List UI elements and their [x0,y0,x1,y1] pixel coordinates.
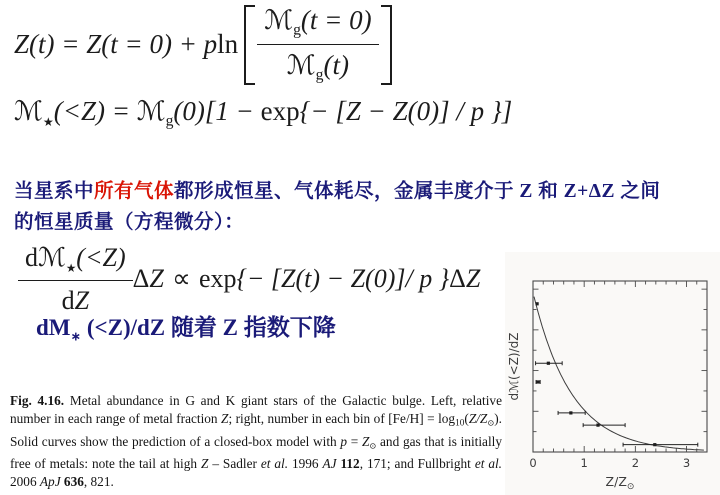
proportional-to-symbol: ∝ [163,264,199,295]
caption-run: ). Solid curves show the prediction of a closed-box model with [10,411,502,450]
subscript-star: ★ [65,260,77,275]
eq1-numerator-args: (t = 0) [300,5,372,35]
eq1-numerator [257,5,378,45]
annotation-part1: 当星系中 [14,181,95,202]
script-M-glyph: ℳ [136,96,166,127]
annotation-part3: 的恒星质量（方程微分）： [14,212,245,233]
x-tick-label: 3 [682,456,691,470]
subscript-g: g [293,21,301,39]
figure-caption [10,392,502,492]
conclusion-statement [36,309,336,344]
eq3-d-operator: d [25,243,38,272]
caption-run: 1996 [288,456,323,471]
eq3-z2: Z [465,264,481,294]
eq1-ln-operator: ln [217,29,239,60]
subscript-star: ★ [42,115,54,130]
eq2-part1: (<Z) = [53,96,137,126]
eq3-den-Z: Z [74,285,90,315]
caption-run: ApJ [39,474,64,490]
x-tick-label: 1 [580,456,588,470]
script-M-glyph: ℳ [264,5,294,36]
caption-run: 636 [63,474,84,490]
caption-run: et al. [260,456,289,471]
caption-run: and gas that is initially free of metals: note the tail at high [10,434,503,471]
x-axis-label: $Z/Z_⊙$ [605,474,635,492]
caption-run: = [347,434,362,450]
caption-run: – Sadler [208,456,261,471]
caption-run: 2006 [10,474,40,490]
equation-stellar-mass-below-Z [14,96,512,130]
subscript-star: ∗ [70,328,82,344]
statement-rest: (<Z)/dZ 随着 Z 指数下降 [81,315,336,340]
chinese-annotation [14,176,714,238]
data-point [653,443,656,446]
caption-run: Z [201,456,209,471]
caption-run: Z [362,434,370,450]
eq1-fraction [257,5,378,85]
data-point [537,380,540,383]
data-point [596,424,599,427]
annotation-part2: 都形成恒星、气体耗尽，金属丰度介于 Z 和 Z+ΔZ 之间 [174,181,661,202]
eq3-numerator-args: (<Z) [76,243,126,272]
statement-dM: dM [36,315,71,340]
sun-symbol: ⊙ [369,440,377,451]
equation-metallicity-vs-gas [14,5,392,85]
eq1-denominator-args: (t) [323,50,349,81]
x-tick-label: 0 [529,456,537,470]
caption-run: et al. [474,456,503,471]
equation-differential [18,243,480,316]
eq3-fraction [18,243,133,316]
caption-run: Z/Z [468,411,488,427]
caption-run: ; right, number in each bin of [Fe/H] = log [228,411,456,427]
eq3-z1: Z [149,264,164,294]
eq2-part3: {− [Z − Z(0)] / p }] [299,96,513,126]
subscript-g: g [165,112,174,130]
eq1-denominator [257,45,378,84]
eq3-rhs [133,264,481,294]
x-tick-label: 2 [631,456,640,470]
y-axis-label: dℳ(<Z)/dZ [507,332,521,401]
eq2-part2: (0)[1 − [173,96,261,126]
caption-run: , 171; and Fullbright [359,456,475,471]
caption-run: Z [221,411,229,427]
eq3-numerator [18,243,133,281]
eq3-exp-operator: exp [198,264,237,294]
caption-run: Fig. 4.16. [10,393,65,408]
eq1-lhs: Z(t) = Z(t = 0) + p [14,29,218,60]
caption-run: AJ [322,456,341,471]
caption-run: 10 [455,418,465,429]
eq3-d-operator: d [61,285,75,315]
caption-run: , 821. [83,474,114,490]
data-point [535,302,538,305]
caption-run: 112 [340,456,360,471]
script-M-glyph: ℳ [286,50,316,82]
script-M-glyph: ℳ [38,243,66,273]
sun-symbol: ⊙ [487,417,495,428]
right-bracket [381,5,392,85]
eq2-exp-operator: exp [260,96,300,126]
caption-run: Metal abundance in G and K giant stars of the Galactic bulge. Left, relative number in each range of metal fraction [10,393,502,427]
caption-run: p [340,434,348,450]
delta-glyph: Δ [449,264,466,294]
caption-run: ( [464,411,469,427]
subscript-g: g [315,66,324,84]
delta-glyph: Δ [132,264,150,294]
script-M-glyph: ℳ [14,96,43,127]
figure-plot [505,252,720,495]
data-point [569,411,572,414]
left-bracket [244,5,255,85]
data-point [547,362,550,365]
eq3-tail: {− [Z(t) − Z(0)]/ p } [236,264,450,294]
annotation-highlight-all-gas: 所有气体 [94,181,175,202]
